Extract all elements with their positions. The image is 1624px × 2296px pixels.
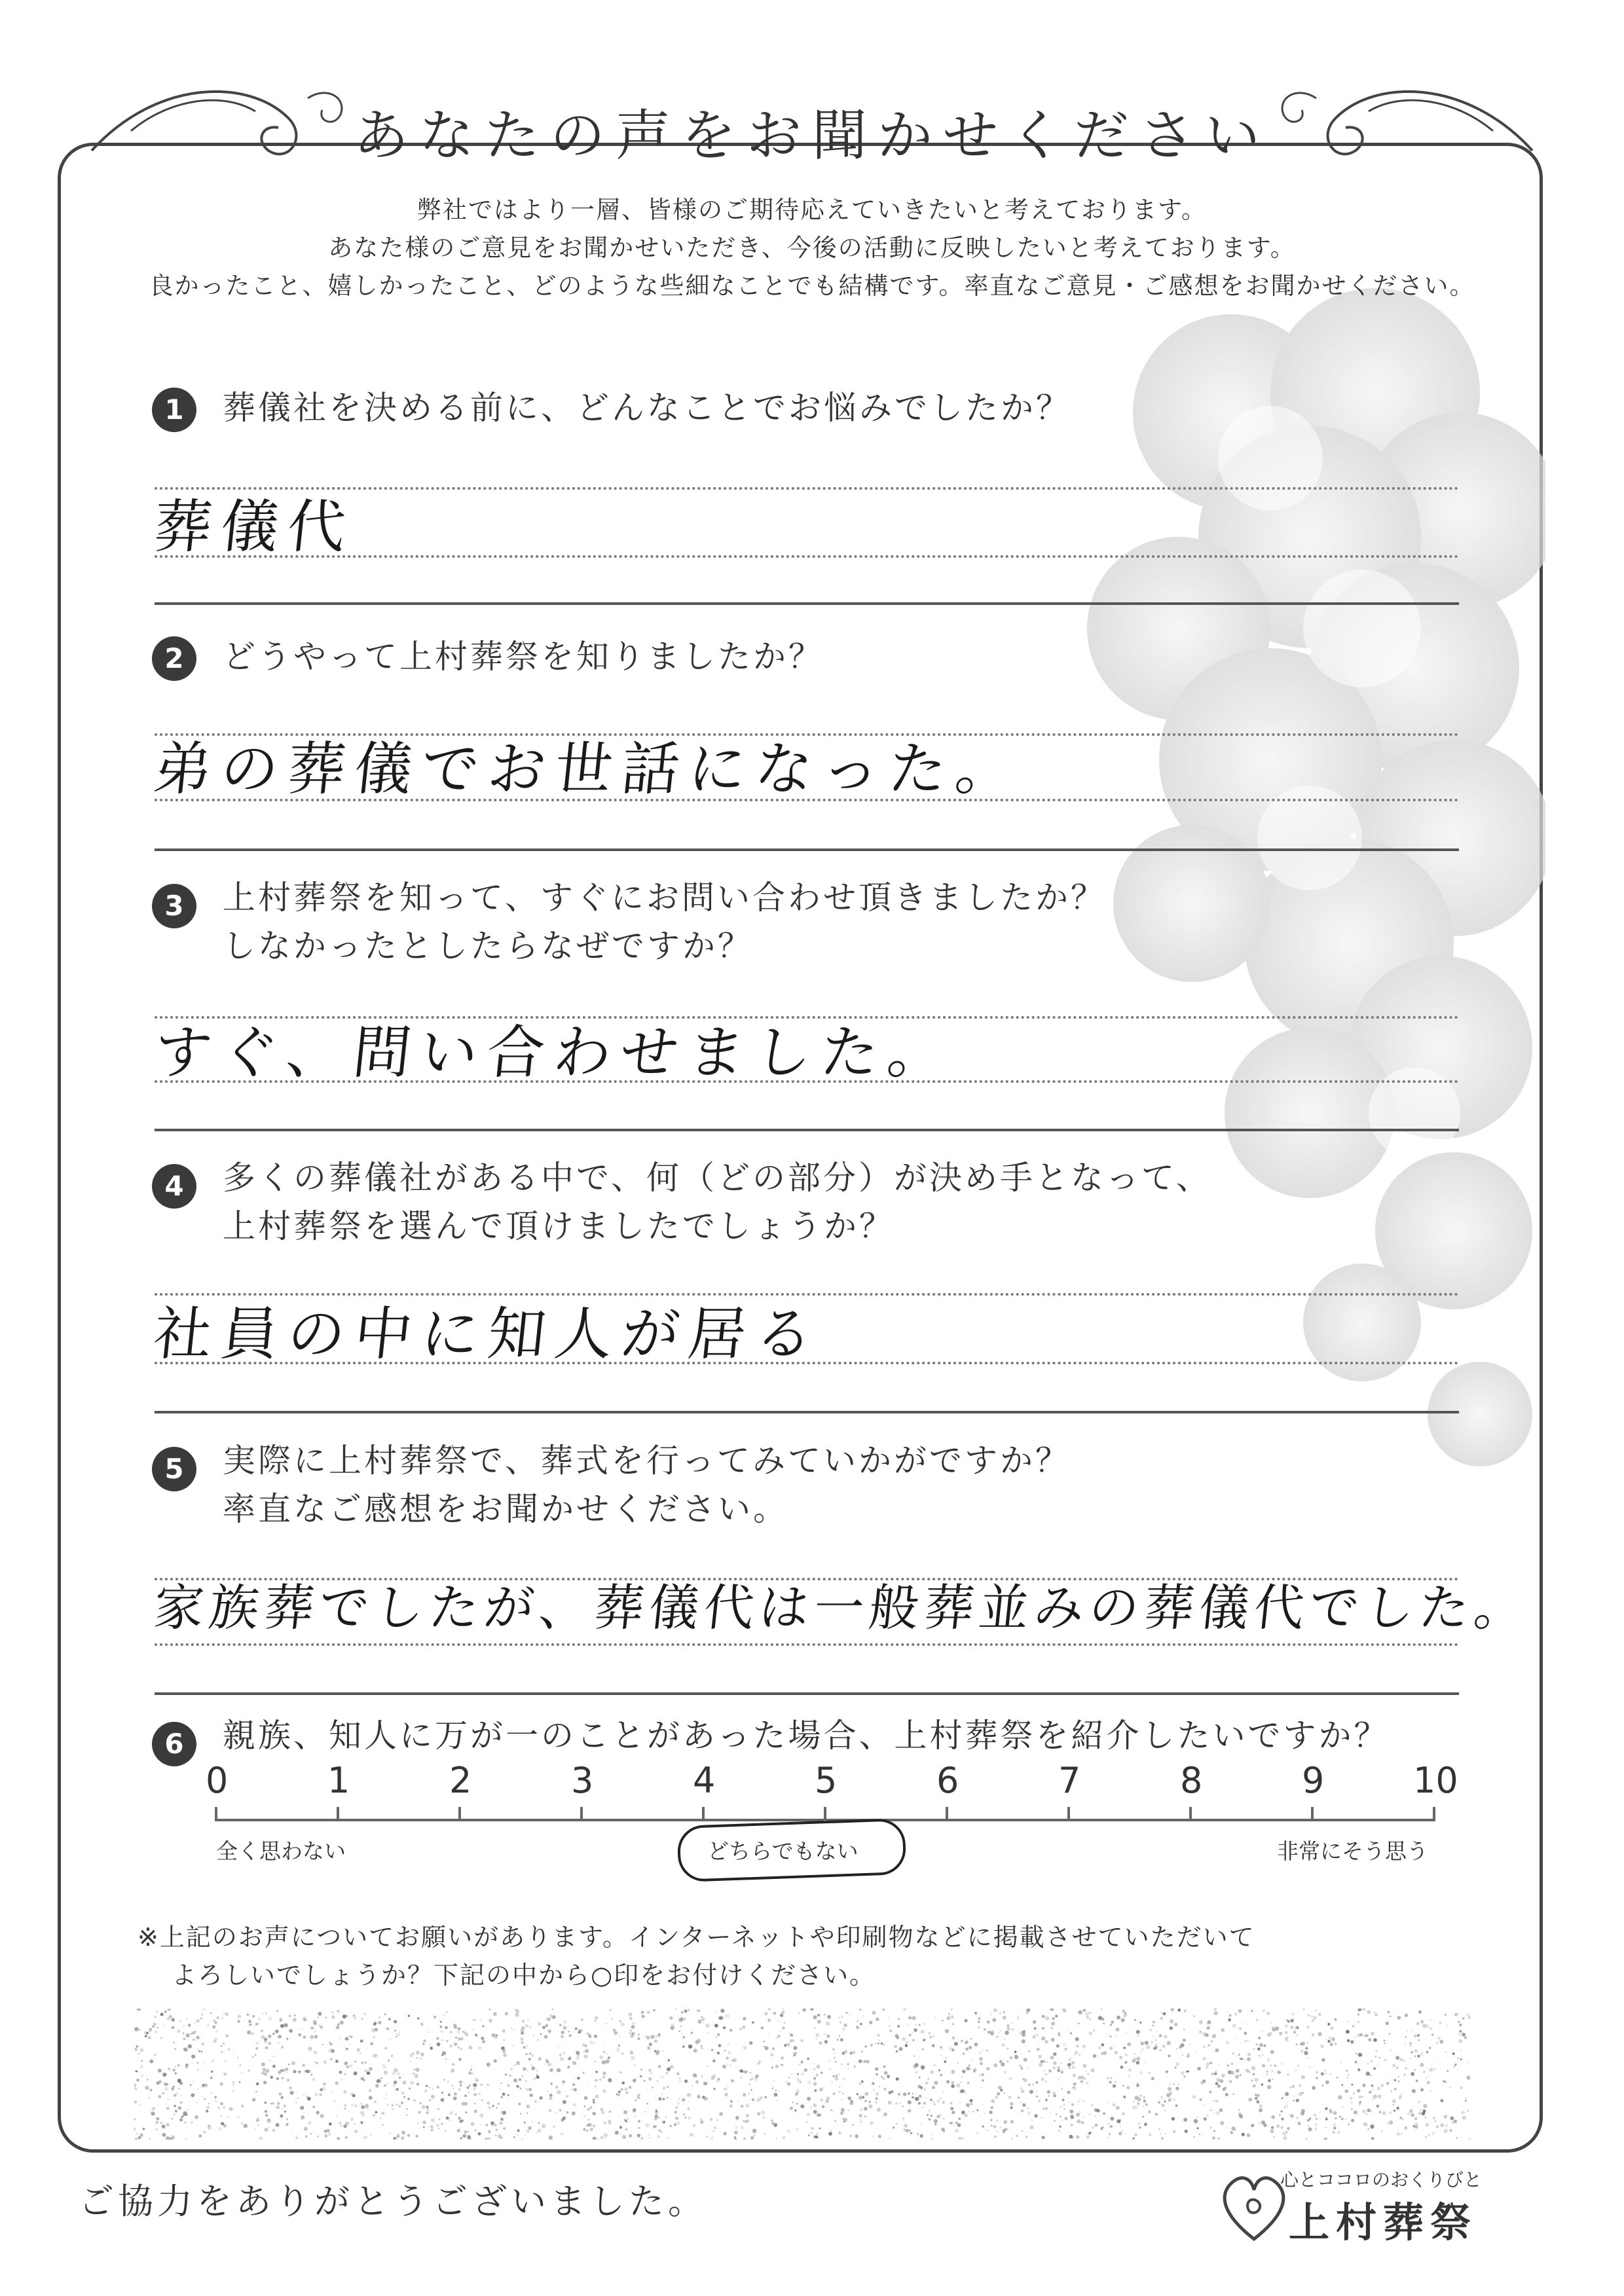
question-number-badge: 3: [152, 884, 196, 928]
selected-answer-circle: [677, 1818, 907, 1882]
brand-name: 上村葬祭: [1289, 2198, 1478, 2246]
answer-guide-dotted: [155, 1362, 1459, 1364]
answer-guide-dotted: [155, 1643, 1459, 1646]
section-divider: [155, 1411, 1459, 1413]
question-text: 葬儀社を決める前に、どんなことでお悩みでしたか？: [223, 389, 1071, 427]
question-number-badge: 4: [152, 1164, 196, 1209]
scale-tick-mark: [1067, 1807, 1070, 1821]
scale-tick-mark: [337, 1807, 339, 1821]
question-text: 多くの葬儀社がある中で、何（どの部分）が決め手となって、: [223, 1159, 1211, 1197]
intro-line: あなた様のご意見をお聞かせいただき、今後の活動に反映したいと考えております。: [328, 234, 1296, 262]
scale-tick-label: 7: [1058, 1760, 1081, 1801]
question-text: 率直なご感想をお聞かせください。: [223, 1490, 788, 1528]
scale-tick-label: 10: [1413, 1760, 1458, 1801]
question-number-badge: 2: [152, 636, 196, 681]
redacted-consent-area: [134, 2009, 1470, 2140]
question-text: 上村葬祭を知って、すぐにお問い合わせ頂きましたか？: [223, 879, 1106, 917]
section-divider: [155, 1129, 1459, 1131]
scale-tick-label: 0: [206, 1760, 229, 1801]
scale-tick-label: 4: [693, 1760, 716, 1801]
thank-you-message: ご協力をありがとうございました。: [79, 2181, 707, 2222]
publication-consent-note: ※上記のお声についてお願いがあります。インターネットや印刷物などに掲載させていただいて: [138, 1923, 1255, 1952]
intro-line: 良かったこと、嬉しかったこと、どのような些細なことでも結構です。率直なご意見・ご感想をお聞かせください。: [149, 272, 1475, 300]
scale-low-label: 全く思わない: [216, 1838, 346, 1864]
scale-tick-label: 8: [1180, 1760, 1203, 1801]
scale-tick-mark: [1189, 1807, 1192, 1821]
rating-scale: [196, 1755, 1458, 1879]
question-number-badge: 1: [152, 388, 196, 432]
answer-handwriting: 社員の中に知人が居る: [150, 1300, 826, 1368]
scale-tick-label: 3: [571, 1760, 594, 1801]
brand-tagline: 心とココロのおくりびと: [1280, 2169, 1483, 2191]
scale-tick-mark: [458, 1807, 461, 1821]
section-divider: [155, 848, 1459, 851]
scale-tick-label: 5: [815, 1760, 838, 1801]
section-divider: [155, 602, 1459, 605]
answer-guide-dotted: [155, 555, 1459, 558]
form-title: あなたの声をお聞かせください: [353, 103, 1270, 168]
question-text: どうやって上村葬祭を知りましたか？: [223, 638, 824, 676]
section-divider: [155, 1692, 1459, 1695]
answer-guide-dotted: [155, 487, 1459, 490]
question-number-badge: 5: [152, 1447, 196, 1491]
scale-tick-mark: [1433, 1807, 1435, 1821]
heart-logo-icon: [1218, 2160, 1290, 2246]
scale-mid-label: どちらでもない: [707, 1838, 858, 1864]
question-text: 上村葬祭を選んで頂けましたでしょうか？: [223, 1207, 895, 1245]
scale-tick-mark: [824, 1807, 826, 1821]
publication-consent-note: よろしいでしょうか？下記の中から○印をお付けください。: [172, 1961, 876, 1990]
scale-high-label: 非常にそう思う: [1277, 1838, 1428, 1864]
scale-tick-mark: [946, 1807, 948, 1821]
answer-handwriting: 弟の葬儀でお世話になった。: [150, 735, 1026, 803]
answer-guide-dotted: [155, 799, 1459, 801]
intro-line: 弊社ではより一層、皆様のご期待応えていきたいと考えております。: [416, 196, 1208, 224]
scale-tick-mark: [702, 1807, 705, 1821]
scale-tick-label: 9: [1302, 1760, 1325, 1801]
scale-tick-label: 1: [327, 1760, 350, 1801]
scale-tick-label: 6: [936, 1760, 959, 1801]
scale-tick-label: 2: [449, 1760, 472, 1801]
answer-guide-dotted: [155, 1080, 1459, 1083]
scale-tick-mark: [1311, 1807, 1314, 1821]
question-text: 親族、知人に万が一のことがあった場合、上村葬祭を紹介したいですか？: [223, 1717, 1390, 1755]
answer-handwriting: 家族葬でしたが、葬儀代は一般葬並みの葬儀代でした。: [151, 1578, 1533, 1637]
scale-tick-mark: [215, 1807, 217, 1821]
answer-handwriting: すぐ、問い合わせました。: [150, 1019, 958, 1086]
scale-tick-mark: [580, 1807, 583, 1821]
answer-handwriting: 葬儀代: [150, 493, 358, 560]
question-text: しなかったとしたらなぜですか？: [223, 927, 753, 965]
question-text: 実際に上村葬祭で、葬式を行ってみていかがですか？: [223, 1442, 1071, 1480]
question-number-badge: 6: [152, 1722, 196, 1766]
